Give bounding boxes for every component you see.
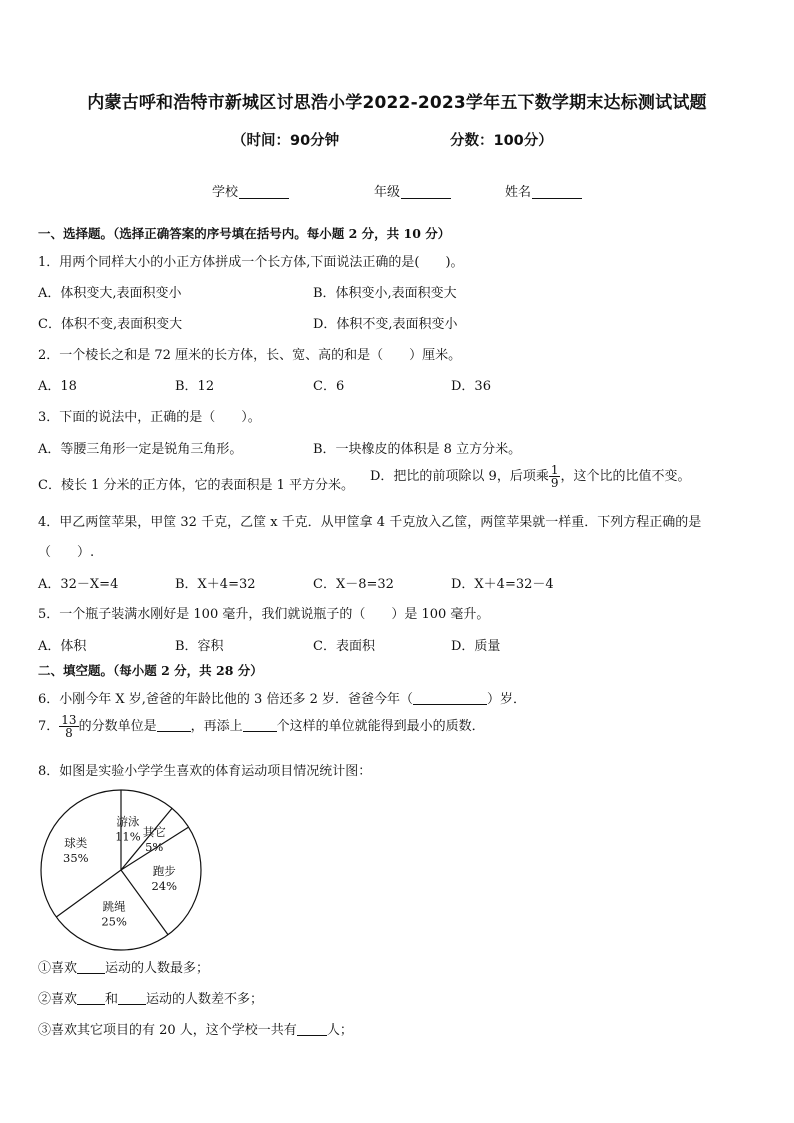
page-title: 内蒙古呼和浩特市新城区讨思浩小学2022-2023学年五下数学期末达标测试试题: [87, 93, 707, 113]
pie-slice-value: 11%: [115, 829, 141, 844]
q5-option-b: B．容积: [175, 639, 224, 654]
q5-option-c: C．表面积: [313, 639, 375, 654]
q4-option-a: A．32－X=4: [38, 577, 119, 592]
q6-stem: [38, 688, 526, 707]
q1-option-b: B．体积变小,表面积变大: [313, 286, 457, 301]
q7-text-3: 个这样的单位就能得到最小的质数．: [276, 719, 485, 734]
q2-stem: 2．一个棱长之和是 72 厘米的长方体，长、宽、高的和是（ ）厘米。: [38, 348, 462, 363]
section2-heading: 二、填空题。（每小题 2 分，共 28 分）: [38, 663, 263, 678]
grade-label: 年级: [374, 185, 401, 200]
q8-sub1-blank[interactable]: [77, 961, 105, 974]
fraction-numerator: 13: [61, 713, 77, 727]
q3-stem: 3．下面的说法中，正确的是（ ）。: [38, 410, 261, 425]
pie-slice-label: 跑步: [152, 864, 176, 879]
q8-sub2: [38, 988, 263, 1007]
pie-slice-value: 35%: [63, 851, 89, 866]
q7-text-2: ，再添上: [190, 719, 243, 734]
pie-slice-label: 游泳: [116, 814, 140, 829]
q8-sub3: [38, 1019, 353, 1038]
fraction-one-ninth: [549, 464, 561, 489]
pie-slice-label: 其它: [142, 825, 166, 840]
q4-option-b: B．X＋4=32: [175, 577, 256, 592]
q1-option-a: A．体积变大,表面积变小: [38, 286, 182, 301]
q7-blank-1[interactable]: [157, 719, 191, 732]
q2-option-d: D．36: [451, 379, 491, 394]
pie-slice-value: 5%: [145, 840, 164, 855]
q5-option-d: D．质量: [451, 639, 501, 654]
section1-heading: 一、选择题。（选择正确答案的序号填在括号内。每小题 2 分，共 10 分）: [38, 226, 451, 241]
name-blank[interactable]: [532, 185, 582, 199]
q4-option-d: D．X＋4=32－4: [451, 577, 554, 592]
q3-option-b: B．一块橡皮的体积是 8 立方分米。: [313, 442, 522, 457]
pie-slice-value: 24%: [151, 879, 178, 894]
q8-sub1-text: ①喜欢: [38, 961, 78, 976]
q6-text: 6．小刚今年 X 岁,爸爸的年龄比他的 3 倍还多 2 岁．爸爸今年（: [38, 692, 413, 707]
q8-sub1: [38, 957, 209, 976]
q6-answer-blank[interactable]: [413, 692, 487, 705]
q4-stem-cont: （ ）.: [38, 545, 95, 560]
q8-sub3-blank[interactable]: [297, 1023, 327, 1036]
grade-field[interactable]: [374, 181, 451, 200]
pie-slice-label: 球类: [64, 836, 88, 851]
fraction-numerator: 1: [550, 463, 559, 477]
q3-option-d-text: D．把比的前项除以 9，后项乘: [370, 469, 549, 484]
grade-blank[interactable]: [401, 185, 451, 199]
q8-sub1-tail: 运动的人数最多；: [105, 961, 210, 976]
exam-score: 分数：100分）: [450, 133, 553, 149]
q5-stem: 5．一个瓶子装满水刚好是 100 毫升，我们就说瓶子的（ ）是 100 毫升。: [38, 607, 490, 622]
school-field[interactable]: [212, 181, 289, 200]
q7-stem: [38, 714, 485, 739]
q8-sub3-tail: 人；: [326, 1023, 353, 1038]
q8-stem: 8．如图是实验小学学生喜欢的体育运动项目情况统计图：: [38, 764, 372, 779]
q2-option-b: B．12: [175, 379, 215, 394]
q8-sub2-text: ②喜欢: [38, 992, 78, 1007]
name-field[interactable]: [505, 181, 582, 200]
q3-option-d: [370, 464, 690, 489]
pie-slice-value: 25%: [101, 914, 127, 929]
fraction-thirteen-eighths: [59, 714, 78, 739]
pie-slice-label: 跳绳: [102, 899, 126, 914]
q2-option-a: A．18: [38, 379, 77, 394]
q4-option-c: C．X－8=32: [313, 577, 394, 592]
q8-sub2-blank-1[interactable]: [77, 992, 105, 1005]
school-label: 学校: [212, 185, 239, 200]
q1-option-c: C．体积不变,表面积变大: [38, 317, 183, 332]
q7-number: 7．: [38, 719, 60, 734]
q3-option-c: C．棱长 1 分米的正方体，它的表面积是 1 平方分米。: [38, 478, 355, 493]
exam-time: （时间：90分钟: [232, 133, 340, 149]
q4-stem: 4．甲乙两筐苹果，甲筐 32 千克，乙筐 x 千克．从甲筐拿 4 千克放入乙筐，两筐苹果就一样重．下列方程正确的是: [38, 515, 702, 530]
q8-sub3-text: ③喜欢其它项目的有 20 人，这个学校一共有: [38, 1023, 297, 1038]
q8-sub2-mid: 和: [105, 992, 119, 1007]
q7-blank-2[interactable]: [243, 719, 277, 732]
q1-stem: 1．用两个同样大小的小正方体拼成一个长方体,下面说法正确的是( )。: [38, 255, 464, 270]
q7-text-1: 的分数单位是: [78, 719, 157, 734]
pie-chart: [36, 785, 216, 955]
fraction-denominator: 9: [550, 476, 559, 490]
q8-sub2-blank-2[interactable]: [118, 992, 146, 1005]
name-label: 姓名: [505, 185, 532, 200]
q2-option-c: C．6: [313, 379, 345, 394]
q8-sub2-tail: 运动的人数差不多；: [146, 992, 264, 1007]
q6-tail: ）岁．: [487, 692, 527, 707]
fraction-denominator: 8: [65, 726, 73, 740]
q3-option-d-tail: ，这个比的比值不变。: [560, 469, 691, 484]
q1-option-d: D．体积不变,表面积变小: [313, 317, 458, 332]
q3-option-a: A．等腰三角形一定是锐角三角形。: [38, 442, 243, 457]
school-blank[interactable]: [239, 185, 289, 199]
q5-option-a: A．体积: [38, 639, 87, 654]
